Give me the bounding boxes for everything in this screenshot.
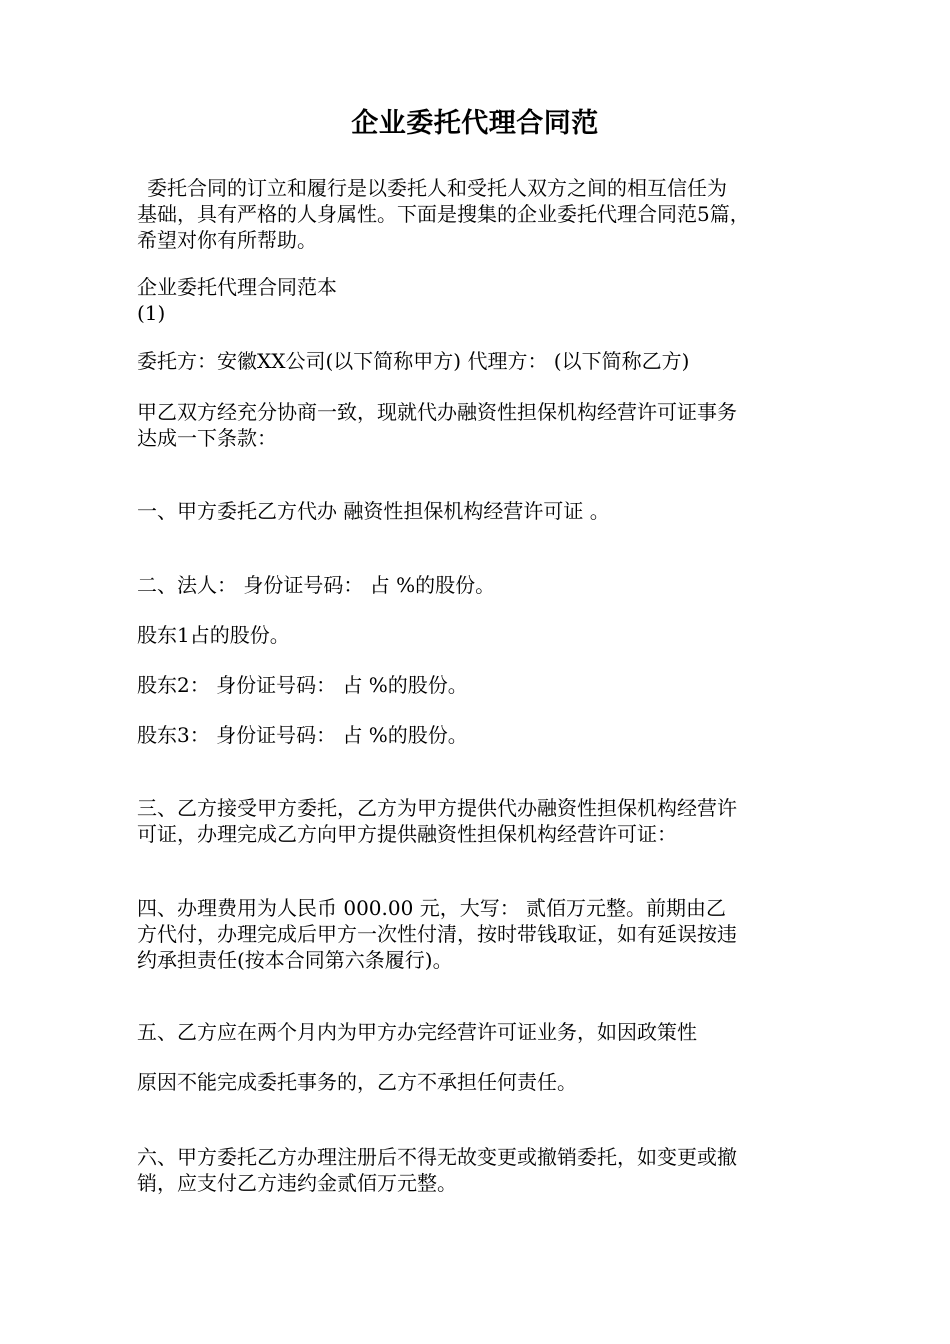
shareholder-3 (137, 722, 827, 748)
clause-4-line-1: 四、办理费用为人民币 000.00 元，大写： 贰佰万元整。前期由乙 (137, 896, 727, 920)
clause-6-line-1: 六、甲方委托乙方办理注册后不得无故变更或撤销委托，如变更或撤 (137, 1145, 737, 1169)
clause-5a (137, 1019, 827, 1045)
sample-heading (137, 274, 827, 326)
intro-line-2: 基础，具有严格的人身属性。下面是搜集的企业委托代理合同范5篇， (137, 202, 750, 226)
agreement-line-1: 甲乙双方经充分协商一致，现就代办融资性担保机构经营许可证事务 (137, 400, 737, 424)
parties-line-1: 委托方：安徽XX公司(以下简称甲方) 代理方： (以下简称乙方) (137, 349, 690, 373)
intro-paragraph (137, 175, 827, 253)
clause-6 (137, 1144, 827, 1196)
clause-5b-line-1: 原因不能完成委托事务的，乙方不承担任何责任。 (137, 1070, 577, 1094)
sample-heading-line-2: (1) (137, 301, 166, 325)
shareholder-2 (137, 672, 827, 698)
clause-5b (137, 1069, 827, 1095)
intro-line-3: 希望对你有所帮助。 (137, 228, 317, 252)
intro-line-1: 委托合同的订立和履行是以委托人和受托人双方之间的相互信任为 (147, 176, 727, 200)
clause-3-line-2: 可证，办理完成乙方向甲方提供融资性担保机构经营许可证： (137, 822, 677, 846)
clause-4-line-3: 约承担责任(按本合同第六条履行)。 (137, 948, 453, 972)
shareholder-1 (137, 622, 827, 648)
clause-3-line-1: 三、乙方接受甲方委托，乙方为甲方提供代办融资性担保机构经营许 (137, 796, 737, 820)
agreement-line-2: 达成一下条款： (137, 426, 277, 450)
clause-2 (137, 572, 827, 598)
sample-heading-line-1: 企业委托代理合同范本 (137, 275, 337, 299)
clause-4-line-2: 方代付，办理完成后甲方一次性付清，按时带钱取证，如有延误按违 (137, 922, 737, 946)
shareholder-3-line-1: 股东3： 身份证号码： 占 %的股份。 (137, 723, 468, 747)
clause-5a-line-1: 五、乙方应在两个月内为甲方办完经营许可证业务，如因政策性 (137, 1020, 697, 1044)
clause-1-line-1: 一、甲方委托乙方代办 融资性担保机构经营许可证 。 (137, 499, 610, 523)
shareholder-2-line-1: 股东2： 身份证号码： 占 %的股份。 (137, 673, 468, 697)
shareholder-1-line-1: 股东1占的股份。 (137, 623, 290, 647)
parties-paragraph (137, 348, 827, 374)
clause-1 (137, 498, 827, 524)
clause-3 (137, 795, 827, 847)
agreement-paragraph (137, 399, 827, 451)
clause-2-line-1: 二、法人： 身份证号码： 占 %的股份。 (137, 573, 496, 597)
clause-4 (137, 895, 827, 973)
document-title: 企业委托代理合同范 (351, 108, 599, 139)
clause-6-line-2: 销，应支付乙方违约金贰佰万元整。 (137, 1171, 457, 1195)
